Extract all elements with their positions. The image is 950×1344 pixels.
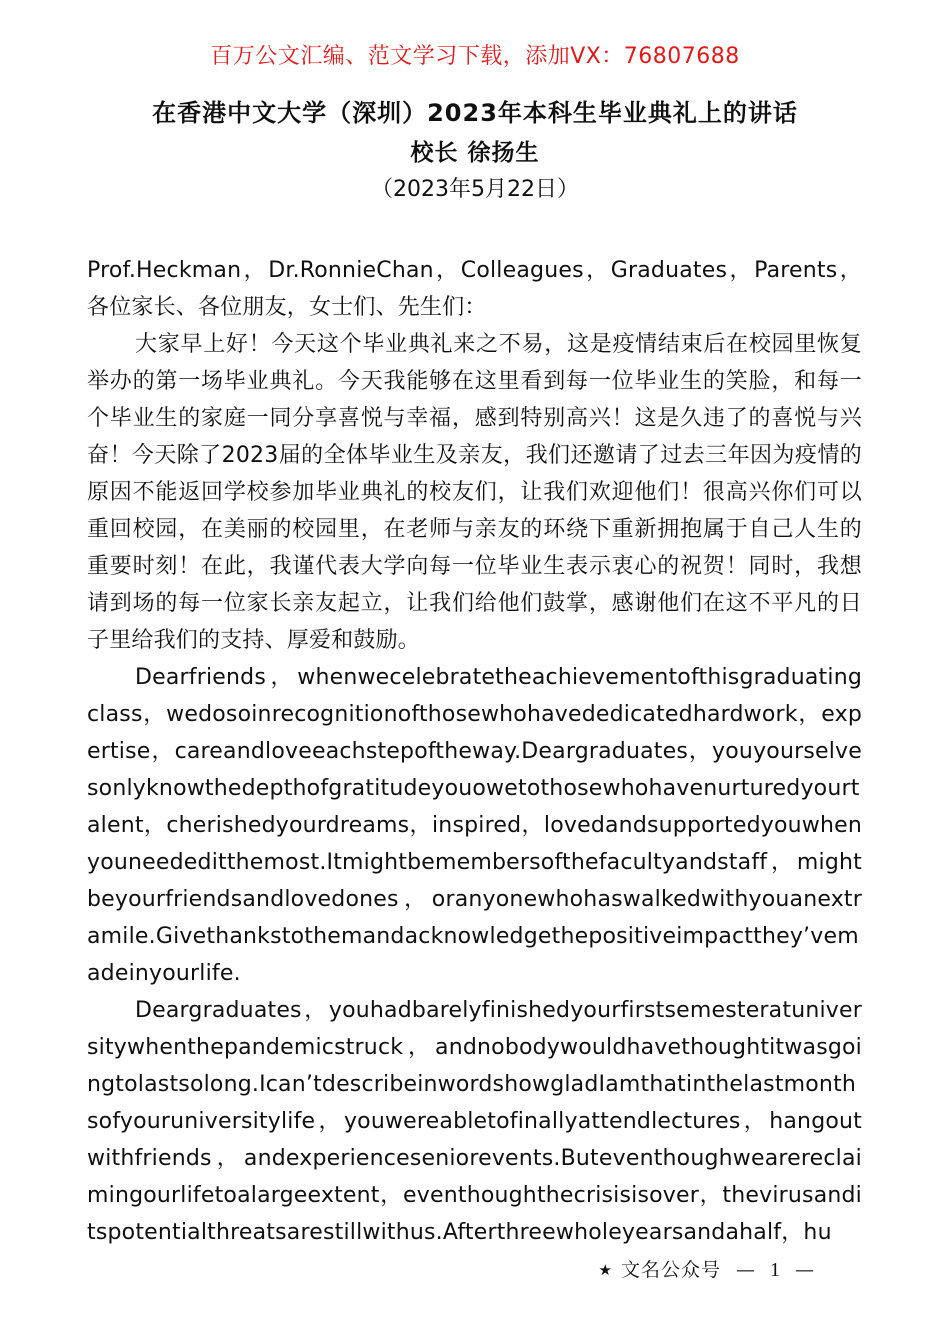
document-title: 在香港中文大学（深圳）2023年本科生毕业典礼上的讲话 [152, 99, 798, 127]
promo-text: 百万公文汇编、范文学习下载，添加VX：76807688 [210, 44, 740, 69]
chinese-opening-paragraph: 大家早上好！今天这个毕业典礼来之不易，这是疫情结束后在校园里恢复举办的第一场毕业典礼。今天我能够在这里看到每一位毕业生的笑脸，和每一个毕业生的家庭一同分享喜悦与幸福，感到特别高兴！这是久违了的喜悦与兴奋！今天除了2023届的全体毕业生及亲友，我们还邀请了过去三年因为疫情的原因不能返回学校参加毕业典礼的校友们，让我们欢迎他们！很高兴你们可以重回校园，在美丽的校园里，在老师与亲友的环绕下重新拥抱属于自己人生的重要时刻！在此，我谨代表大学向每一位毕业生表示衷心的祝贺！同时，我想请到场的每一位家长亲友起立，让我们给他们鼓掌，感谢他们在这不平凡的日子里给我们的支持、厚爱和鼓励。 [87, 332, 862, 653]
star-icon: ★ [598, 1261, 612, 1279]
page-number-dash-left: — [736, 1259, 755, 1281]
page-number: 1 [770, 1259, 780, 1281]
speaker-byline: 校长 徐扬生 [410, 140, 540, 166]
promo-banner [0, 0, 950, 70]
page-number-dash-right: — [795, 1259, 814, 1281]
english-gratitude-paragraph: Dearfriends，whenwecelebratetheachievementofthisgraduatingclass，wedosoinrecognitionofthosewhohavededicatedhardwork，expertise，careandloveeachstepoftheway.Deargraduates，youyourselvesonlyknowthedepthofgratitudeyouowetothosewhohavenurturedyourtalent，cherishedyourdreams，inspired，lovedandsupportedyouwhenyouneededitthemost.Itmightbemembersofthefacultyandstaff，mightbeyourfriendsandlovedones，oranyonewhohaswalkedwithyouanextramile.Givethankstothemandacknowledgethepositiveimpactthey’vemadeinyourlife. [87, 665, 862, 986]
english-pandemic-paragraph: Deargraduates，youhadbarelyfinishedyourfirstsemesteratuniversitywhenthepandemicstruck，andnobodywouldhavethoughtitwasgoingtolastsolong.Ican’tdescribeinwordshowgladIamthatinthelastmonthsofyouruniversitylife，youwereabletofinallyattendlectures，hangoutwithfriends，andexperienceseniorevents.Buteventhoughwearereclaimingourlifetoalargeextent，eventhoughthecrisisisover，thevirusanditspotentialthreatsarestillwithus.Afterthreewholeyearsandahalf，hu [87, 998, 862, 1245]
footer-source-label: 文名公众号 [620, 1259, 721, 1281]
page-footer [599, 1258, 814, 1282]
salutation-paragraph: Prof.Heckman，Dr.RonnieChan，Colleagues，Graduates，Parents，各位家长、各位朋友，女士们、先生们： [87, 258, 862, 320]
speech-body [87, 252, 862, 1251]
speech-date: （2023年5月22日） [371, 177, 579, 202]
